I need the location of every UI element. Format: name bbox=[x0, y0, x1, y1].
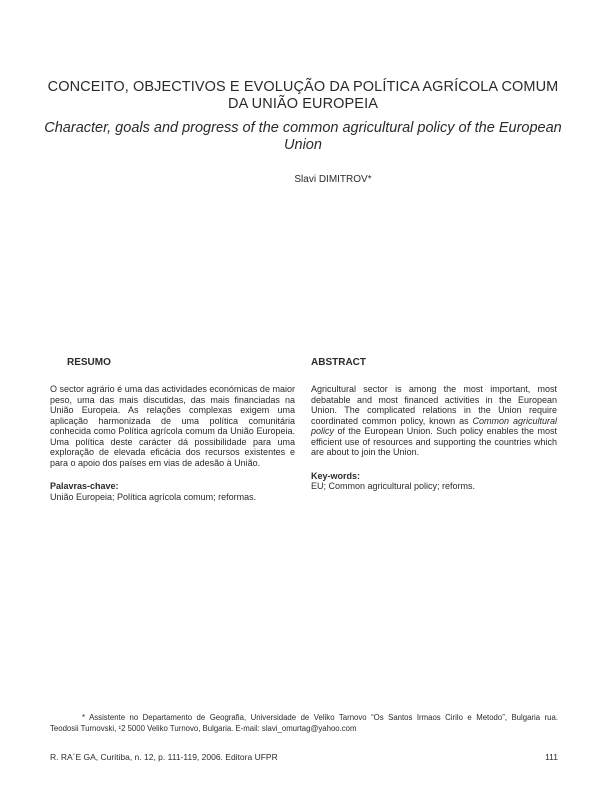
title-portuguese: CONCEITO, OBJECTIVOS E EVOLUÇÃO DA POLÍTICA AGRÍCOLA COMUM DA UNIÃO EUROPEIA bbox=[47, 79, 559, 112]
page-footer bbox=[50, 752, 558, 762]
resumo-section bbox=[50, 357, 295, 502]
palavras-chave-label: Palavras-chave: bbox=[50, 481, 119, 491]
author-footnote bbox=[50, 712, 558, 734]
title-english: Character, goals and progress of the common agricultural policy of the European Union bbox=[44, 120, 562, 153]
abstract-heading: ABSTRACT bbox=[311, 357, 366, 368]
abstract-body-italic: Common agricultural policy bbox=[311, 415, 558, 436]
resumo-body: O sector agrário é uma das actividades económicas de maior peso, uma das mais discutidas, das mais financiadas na União Europeia. As relações complexas exigem uma aplicação harmonizada de uma política comunitária conhecida como Política agrícola comum da União Europeia. Uma política deste carácter dá possibilidade para uma exploração de elevada eficácia dos recursos existentes e para o apoio dos países em vias de adesão à União. bbox=[50, 384, 295, 468]
abstract-body bbox=[311, 384, 557, 458]
abstract-body-end: of the European Union. Such policy enables the most efficient use of resources and supporting the countries which are about to join the Union. bbox=[311, 426, 557, 457]
journal-citation: R. RA´E GA, Curitiba, n. 12, p. 111-119, 2006. Editora UFPR bbox=[50, 752, 278, 762]
abstract-section bbox=[311, 357, 557, 492]
footnote-line-1: * Assistente no Departamento de Geografia, Universidade de Veliko Tarnovo “Os Santos Irmaos Cirilo e Metodo”, Bulgaria rua. bbox=[82, 713, 558, 722]
author-name: Slavi DIMITROV* bbox=[294, 174, 372, 185]
footnote-line-2: Teodosii Turnovski, ¹2 5000 Veliko Turnovo, Bulgaria. E-mail: slavi_omurtag@yahoo.com bbox=[50, 724, 357, 733]
palavras-chave-text: União Europeia; Política agrícola comum; reformas. bbox=[50, 491, 257, 502]
key-words-text: EU; Common agricultural policy; reforms. bbox=[311, 481, 476, 491]
resumo-heading: RESUMO bbox=[67, 357, 111, 368]
key-words-label: Key-words: bbox=[311, 470, 361, 481]
page-number: 111 bbox=[545, 752, 558, 762]
abstract-body-start: Agricultural sector is among the most important, most debatable and most financed activities in the European Union. The complicated relations in the Union require coordinated common policy, known as bbox=[311, 384, 557, 426]
